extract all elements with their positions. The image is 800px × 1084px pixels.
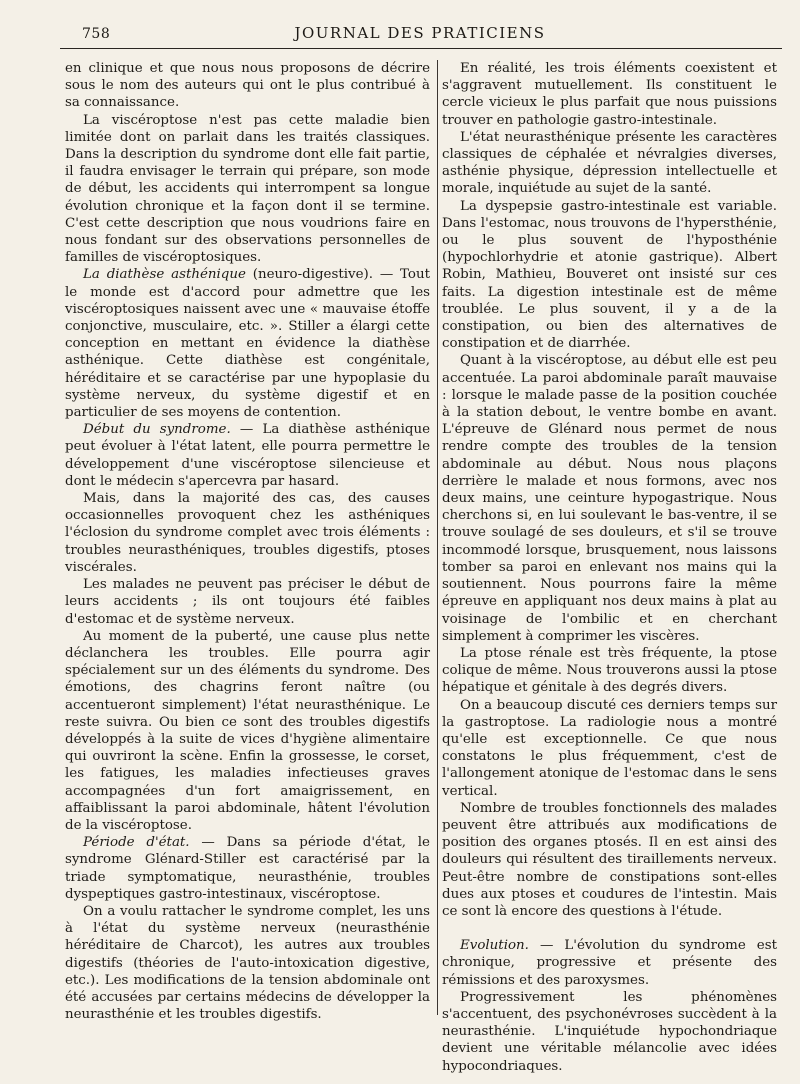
- paragraph-text: Nombre de troubles fonctionnels des malades peuvent être attribués aux modifications de position des organes ptosés. Il en est ainsi des douleurs qui résultent des tiraillements nerveux. Peut-être nombre de constipations sont-elles dues aux ptoses et coudures de l'intestin. Mais ce sont là encore des questions à l'étude.: [442, 800, 777, 919]
- paragraph: [65, 421, 430, 490]
- paragraph-text: Progressivement les phénomènes s'accentuent, des psychonévroses succèdent à la neurasthénie. L'inquiétude hypochondriaque devient une véritable mélancolie avec idées hypocondriaques.: [442, 989, 777, 1074]
- paragraph-text: (neuro-digestive). — Tout le monde est d'accord pour admettre que les viscéroptosiques naissent avec une « mauvaise étoffe conjonctive, musculaire, etc. ». Stiller a élargi cette conception en mettant en évidence la diathèse asthénique. Cette diathèse est congénitale, héréditaire et se caractérise par une hypoplasie du système nerveux, du système digestif et en particulier de ses moyens de contention.: [65, 267, 430, 421]
- paragraph: [442, 60, 777, 129]
- paragraph: [65, 903, 430, 1023]
- page-header: [60, 20, 780, 50]
- paragraph-text: On a beaucoup discuté ces derniers temps sur la gastroptose. La radiologie nous a montré qu'elle est exceptionnelle. Ce que nous constatons le plus fréquemment, c'est de l'allongement atonique de l'estomac dans le sens vertical.: [442, 697, 777, 799]
- paragraph: [442, 198, 777, 353]
- paragraph-text: — La diathèse asthénique peut évoluer à l'état latent, elle pourra permettre le développement d'une viscéroptose silencieuse et dont le médecin s'apercevra par hasard.: [65, 422, 431, 489]
- paragraph-text: La ptose rénale est très fréquente, la ptose colique de même. Nous trouverons aussi la ptose hépatique et génitale à des degrés divers.: [442, 645, 777, 696]
- section-heading: Evolution.: [460, 938, 529, 954]
- paragraph: [442, 645, 777, 697]
- page-number: 758: [82, 26, 111, 42]
- section-heading: Début du syndrome.: [83, 422, 231, 438]
- article-body: [60, 60, 780, 1074]
- right-column: [442, 60, 777, 1075]
- paragraph: [442, 937, 777, 989]
- paragraph-text: Quant à la viscéroptose, au début elle est peu accentuée. La paroi abdominale paraît mauvaise : lorsque le malade passe de la position couchée à la station debout, le ventre bombe en avant. L'épreuve de Glénard nous permet de nous rendre compte des troubles de la tension abdominale au début. Nous nous plaçons derrière le malade et nous formons, avec nos deux mains, une ceinture hypogastrique. Nous cherchons si, en lui soulevant le bas-ventre, il se trouve soulagé de ses douleurs, et s'il se trouve incommodé lorsque, brusquement, nous laissons tomber sa paroi en enlevant nos mains qui la soutiennent. Nous pourrons faire la même épreuve en appliquant nos deux mains à plat au voisinage de l'ombilic et en cherchant simplement à comprimer les viscères.: [442, 353, 777, 644]
- paragraph: [65, 834, 430, 903]
- paragraph: [65, 628, 430, 834]
- paragraph: [65, 490, 430, 576]
- paragraph: [65, 60, 430, 112]
- paragraph-text: en clinique et que nous nous proposons de décrire sous le nom des auteurs qui ont le plus contribué à sa connaissance.: [65, 61, 430, 111]
- paragraph-text: Les malades ne peuvent pas préciser le début de leurs accidents ; ils ont toujours été faibles d'estomac et de système nerveux.: [65, 577, 430, 627]
- paragraph-text: On a voulu rattacher le syndrome complet, les uns à l'état du système nerveux (neurasthénie héréditaire de Charcot), les autres aux troubles digestifs (théories de l'auto-intoxication digestive, etc.). Les modifications de la tension abdominale ont été accusées par certains médecins de développer la neurasthénie et les troubles digestifs.: [65, 903, 430, 1023]
- paragraph-text: L'état neurasthénique présente les caractères classiques de céphalée et névralgies diverses, asthénie physique, dépression intellectuelle et morale, inquiétude au sujet de la santé.: [442, 129, 777, 197]
- header-rule: [60, 48, 782, 49]
- journal-title: JOURNAL DES PRATICIENS: [294, 24, 546, 42]
- paragraph: [442, 800, 777, 920]
- paragraph: [65, 576, 430, 628]
- section-heading: La diathèse asthénique: [83, 267, 246, 283]
- paragraph-text: Mais, dans la majorité des cas, des causes occasionnelles provoquent chez les asthéniques l'éclosion du syndrome complet avec trois éléments : troubles neurasthéniques, troubles digestifs, ptoses viscérales.: [65, 491, 430, 575]
- paragraph: [65, 112, 430, 267]
- paragraph: [442, 129, 777, 198]
- paragraph-text: En réalité, les trois éléments coexistent et s'aggravent mutuellement. Ils constituent le cercle vicieux le plus parfait que nous puissions trouver en pathologie gastro-intestinale.: [442, 61, 777, 128]
- paragraph-text: La dyspepsie gastro-intestinale est variable. Dans l'estomac, nous trouvons de l'hypersthénie, ou le plus souvent de l'hyposthénie (hypochlorhydrie et atonie gastrique). Albert Robin, Mathieu, Bouveret ont insisté sur ces faits. La digestion intestinale est de même troublée. Le plus souvent, il y a de la constipation, ou bien des alternatives de constipation et de diarrhée.: [442, 198, 777, 352]
- paragraph-text: — L'évolution du syndrome est chronique, progressive et présente des rémissions et des paroxysmes.: [442, 938, 777, 988]
- left-column: [65, 60, 430, 1023]
- paragraph-text: — Dans sa période d'état, le syndrome Glénard-Stiller est caractérisé par la triade symptomatique, neurasthénie, troubles dyspeptiques gastro-intestinaux, viscéroptose.: [65, 835, 430, 902]
- paragraph-text: La viscéroptose n'est pas cette maladie bien limitée dont on parlait dans les traités classiques. Dans la description du syndrome dont elle fait partie, il faudra envisager le terrain qui prépare, son mode de début, les accidents qui interrompent sa longue évolution chronique et la façon dont il se termine. C'est cette description que nous voudrions faire en nous fondant sur des observations personnelles de familles de viscéroptosiques.: [65, 112, 430, 266]
- column-divider: [437, 60, 438, 1015]
- paragraph: [65, 266, 430, 421]
- paragraph: [442, 352, 777, 644]
- paragraph: [442, 697, 777, 800]
- paragraph-text: Au moment de la puberté, une cause plus nette déclanchera les troubles. Elle pourra agir spécialement sur un des éléments du syndrome. Des émotions, des chagrins feront naître (ou accentueront simplement) l'état neurasthénique. Le reste suivra. Ou bien ce sont des troubles digestifs développés à la suite de vices d'hygiène alimentaire qui ouvriront la scène. Enfin la grossesse, le corset, les fatigues, les maladies infectieuses graves accompagnées d'un fort amaigrissement, en affaiblissant la paroi abdominale, hâtent l'évolution de la viscéroptose.: [65, 628, 430, 833]
- paragraph: [442, 989, 777, 1075]
- section-heading: Période d'état.: [83, 835, 190, 851]
